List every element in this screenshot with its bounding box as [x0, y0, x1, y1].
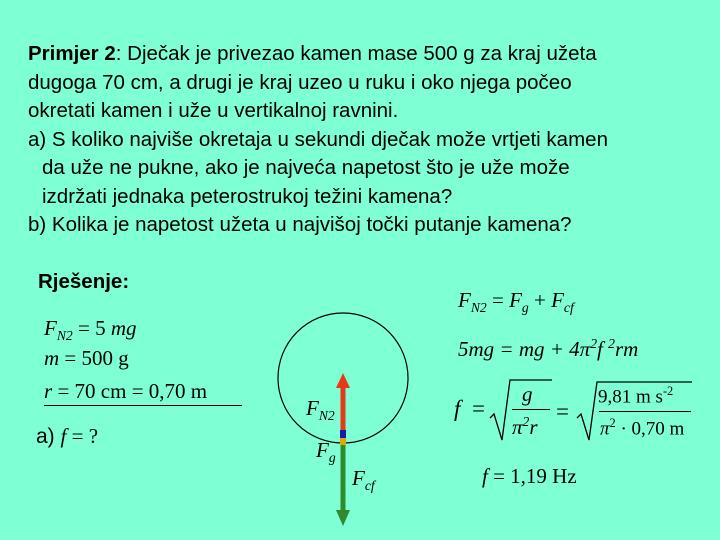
given-fn2: $F_{N2} = 5$ mg	[44, 316, 137, 344]
formula-equals-1: =	[472, 396, 485, 421]
problem-line-1: : Dječak je privezao kamen mase 500 g za kraj užeta	[115, 42, 597, 65]
formula-equals-2: =	[556, 399, 569, 424]
given-radius: r = 70 cm = 0,70 m	[44, 379, 208, 403]
problem-line-6: izdržati jednaka peterostrukoj težini kamena?	[42, 184, 453, 208]
formula-den-1: $\pi^2r$	[512, 414, 538, 439]
equation-substituted: 5mg = mg + $4\pi^2f$ $^2$rm	[458, 336, 639, 361]
formula-num-1: g	[522, 382, 533, 406]
problem-line-4: a) S koliko najviše okretaja u sekundi dječak može vrtjeti kamen	[28, 127, 608, 151]
given-mass: m = 500 g	[44, 346, 129, 370]
problem-line-3: okretati kamen i uže u vertikalnoj ravnini.	[28, 99, 399, 122]
diagram-fcf-label: $F_{cf}$	[352, 466, 375, 494]
formula-f-symbol: f	[454, 396, 461, 421]
result-f-symbol: f	[482, 464, 488, 488]
problem-line-2: dugoga 70 cm, a drugi je kraj uzeo u ruku i oko njega počeo	[28, 70, 572, 94]
diagram-fg-label: $F_g$	[316, 438, 336, 466]
problem-line-7: b) Kolika je napetost užeta u najvišoj točki putanje kamena?	[28, 213, 572, 236]
fraction-line-2	[599, 411, 691, 412]
problem-label: Primjer 2	[28, 42, 116, 65]
solution-heading: Rješenje:	[38, 270, 130, 293]
formula-den-2: $\pi^2 \cdot 0,70$ m	[600, 416, 685, 440]
equation-force-balance: $F_{N2} = F_g + F_{cf}$	[458, 288, 574, 316]
formula-num-2: 9,81 m $s^{-2}$	[598, 384, 674, 408]
fraction-line-1	[512, 409, 550, 410]
result-frequency: f = 1,19 Hz	[482, 464, 577, 488]
problem-line-5: da uže ne pukne, ako je najveća napetost što je uže može	[42, 156, 570, 179]
diagram-fn2-label: $F_{N2}$	[306, 396, 335, 424]
given-unknown: a) f = ?	[36, 424, 99, 448]
